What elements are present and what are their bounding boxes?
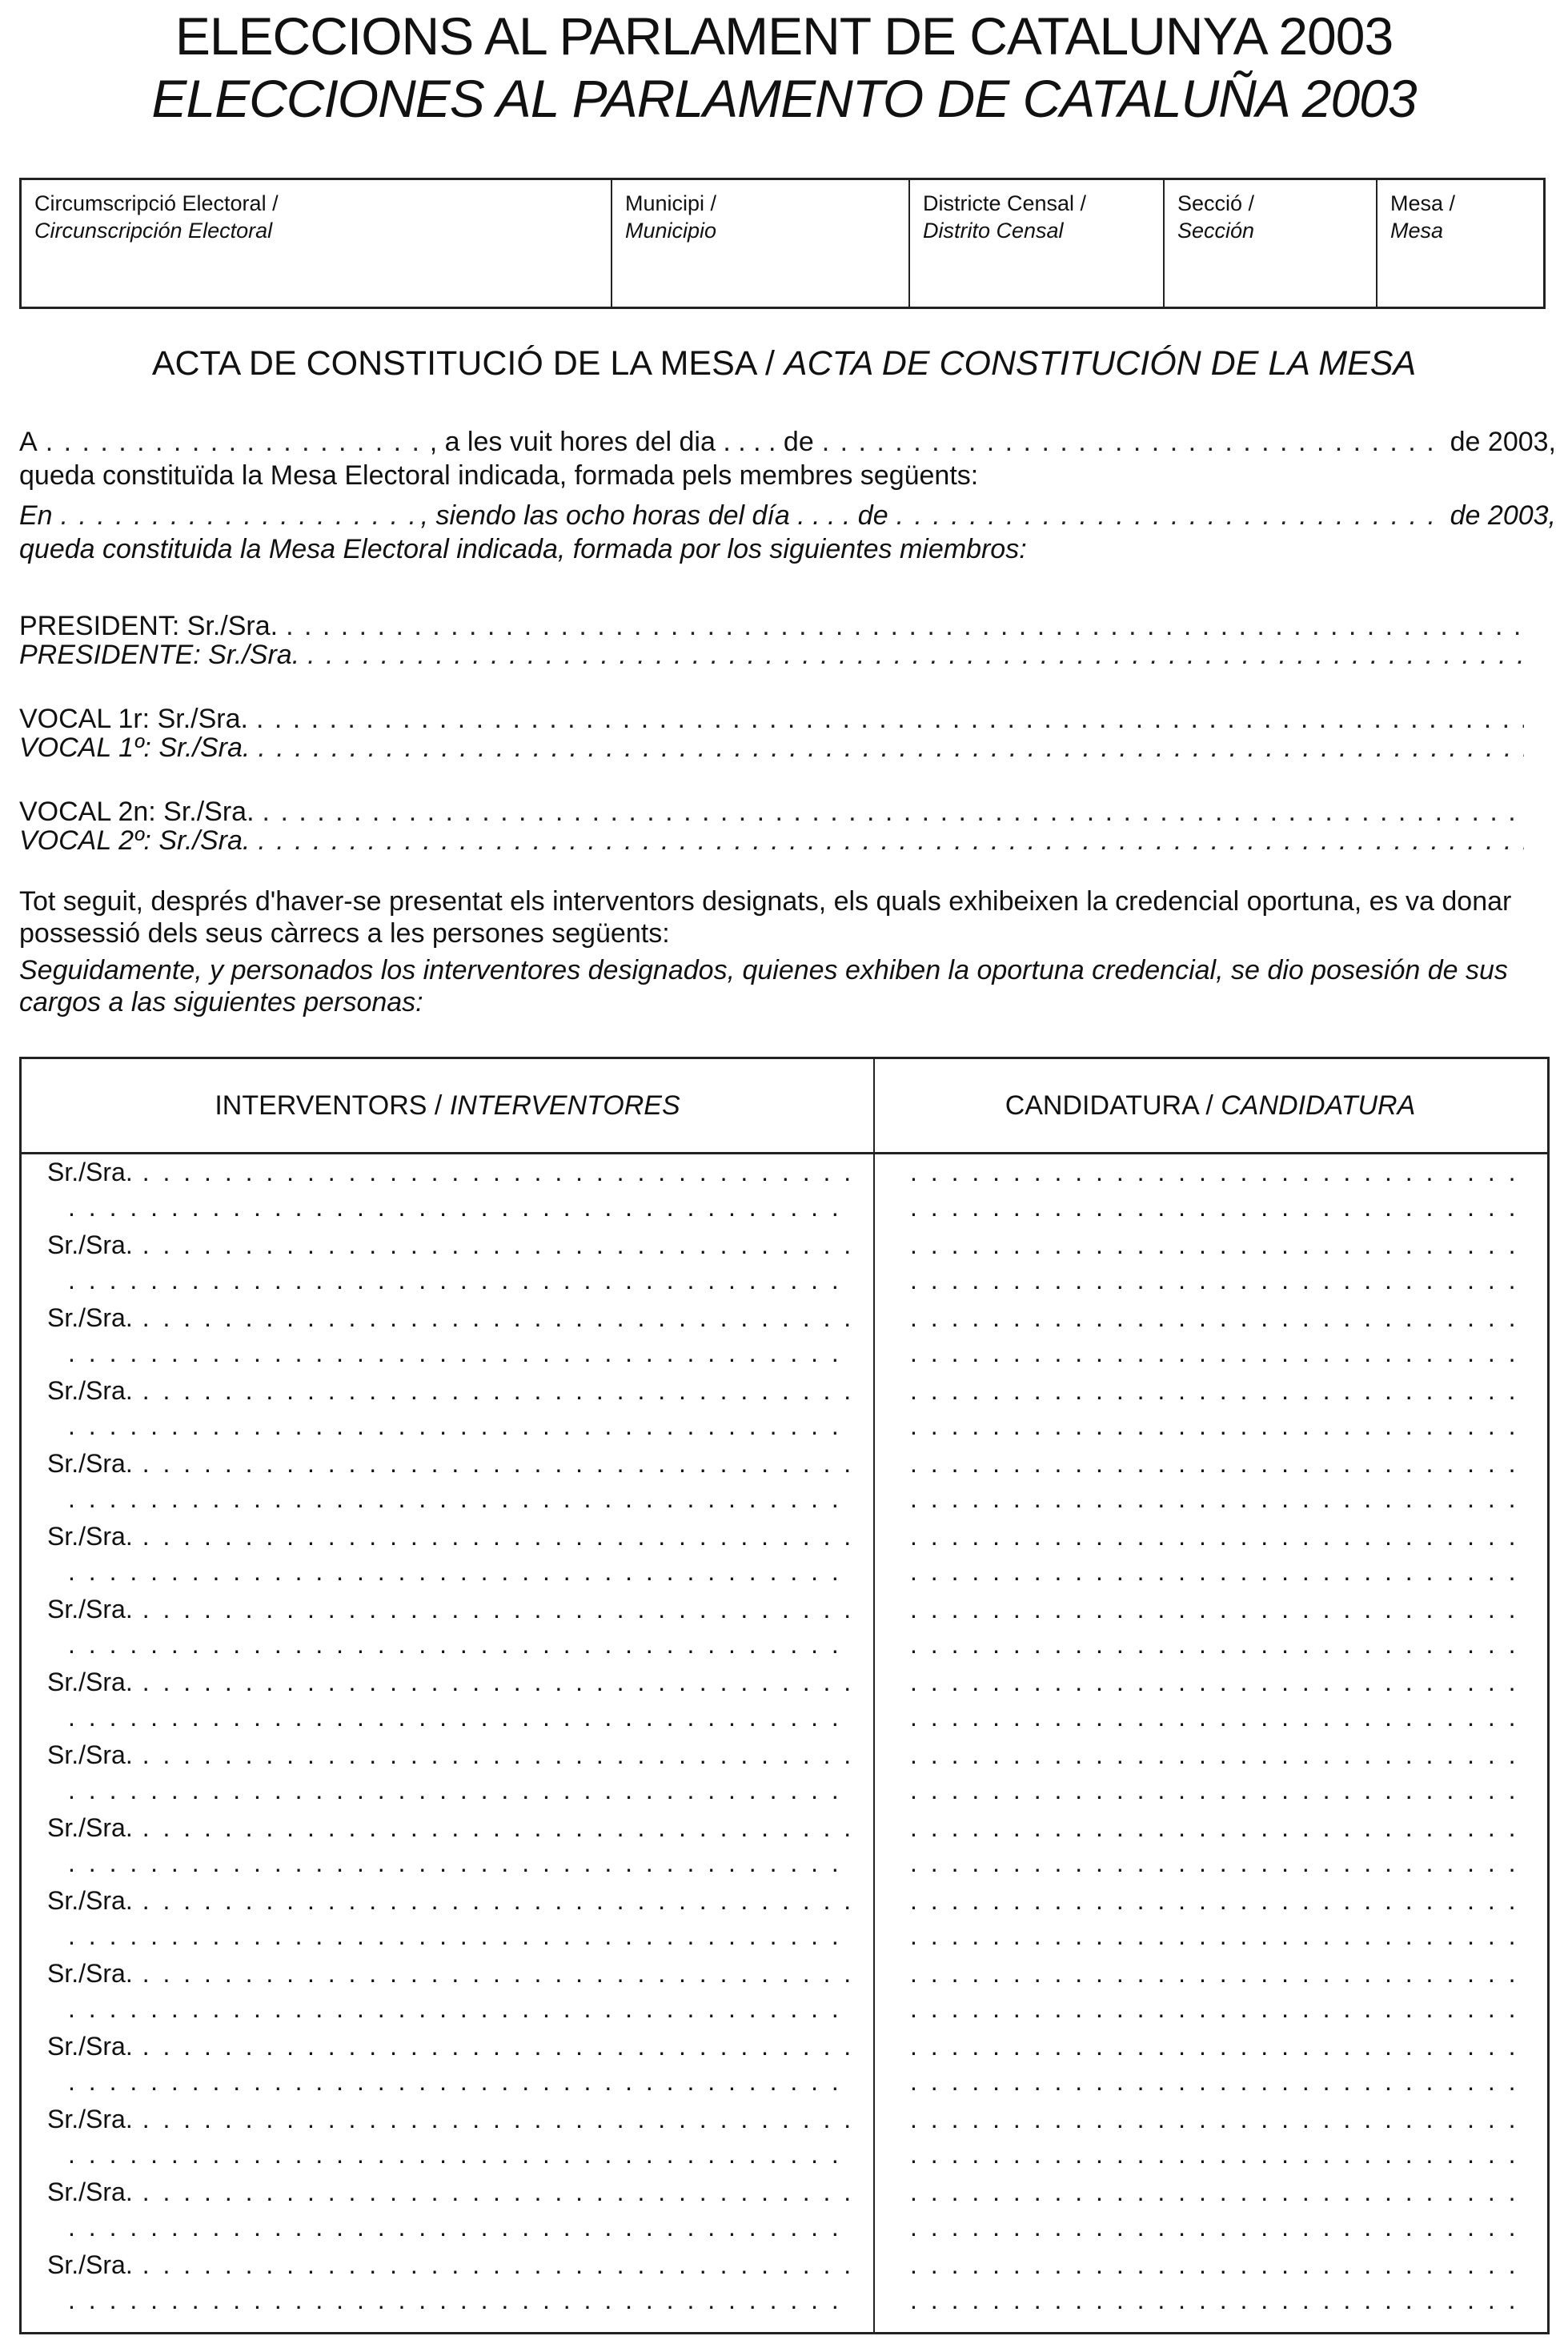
table-row <box>22 1227 1547 1300</box>
candidatura-field-continuation[interactable] <box>910 1993 1518 2025</box>
table-row <box>22 1883 1547 1956</box>
month-blank-ca[interactable] <box>822 426 1442 458</box>
interventor-name-field[interactable] <box>47 1156 856 1188</box>
interventor-name-field[interactable] <box>47 1593 856 1625</box>
row-label: Sr./Sra. <box>47 2032 133 2061</box>
intro-line2-ca: queda constituïda la Mesa Electoral indicada, formada pels membres següents: <box>19 460 979 491</box>
interventors-table <box>19 1057 1550 2334</box>
row-label: Sr./Sra. <box>47 1668 133 1696</box>
row-label: Sr./Sra. <box>47 1740 133 1769</box>
table-row <box>22 2029 1547 2101</box>
interventor-name-continuation[interactable] <box>68 1701 852 1733</box>
candidatura-field[interactable] <box>910 1666 1518 1698</box>
row-label: Sr./Sra. <box>47 1230 133 1259</box>
candidatura-field-continuation[interactable] <box>910 1264 1518 1296</box>
title-spanish: ELECCIONES AL PARLAMENTO DE CATALUÑA 2003 <box>151 69 1417 128</box>
intro-line-es: En . . . , siendo las ocho horas del día . . . . de . . . de 2003, <box>19 500 1556 532</box>
candidatura-field[interactable] <box>910 1739 1518 1771</box>
candidatura-field[interactable] <box>910 1593 1518 1625</box>
field-municipality[interactable]: Municipi / Municipio <box>612 180 910 307</box>
place-blank-es[interactable] <box>61 500 413 532</box>
candidatura-field[interactable] <box>910 1156 1518 1188</box>
president-name-blank[interactable] <box>286 610 1524 642</box>
row-label: Sr./Sra. <box>47 1376 133 1405</box>
table-row <box>22 1737 1547 1810</box>
interventor-name-continuation[interactable] <box>68 1483 852 1515</box>
table-row <box>22 2174 1547 2247</box>
interventor-name-field[interactable] <box>47 1666 856 1698</box>
interventor-name-continuation[interactable] <box>68 1628 852 1660</box>
candidatura-field-continuation[interactable] <box>910 1337 1518 1369</box>
interventor-name-field[interactable] <box>47 1375 856 1407</box>
vocal2-name-blank[interactable] <box>263 796 1524 828</box>
candidatura-field-continuation[interactable] <box>910 1920 1518 1952</box>
vocal1-name-blank[interactable] <box>256 703 1524 735</box>
interventor-name-field[interactable] <box>47 2176 856 2208</box>
interventor-name-field[interactable] <box>47 2249 856 2281</box>
table-row <box>22 1154 1547 1227</box>
table-row <box>22 2247 1547 2320</box>
interventor-name-continuation[interactable] <box>68 1993 852 2025</box>
paragraph-ca: Tot seguit, després d'haver-se presentat els interventors designats, els quals exhibeixen la credencial oportuna, es va donar possessió dels seus càrrecs a les persones següents: <box>19 886 1512 949</box>
table-row <box>22 1446 1547 1519</box>
interventor-name-field[interactable] <box>47 1520 856 1552</box>
interventor-name-continuation[interactable] <box>68 2211 852 2243</box>
candidatura-field-continuation[interactable] <box>910 1701 1518 1733</box>
table-row <box>22 1591 1547 1664</box>
intro-line-ca: A . . . , a les vuit hores del dia . . . . de . . . de 2003, <box>19 426 1556 458</box>
vocal2-line-es: VOCAL 2º: Sr./Sra. . . . <box>19 825 1556 857</box>
candidatura-field-continuation[interactable] <box>910 1628 1518 1660</box>
intro-line2-es: queda constituida la Mesa Electoral indicada, formada por los siguientes miembros: <box>19 534 1027 564</box>
row-label: Sr./Sra. <box>47 2105 133 2133</box>
interventor-name-field[interactable] <box>47 1957 856 1989</box>
interventor-name-continuation[interactable] <box>68 1337 852 1369</box>
candidatura-field-continuation[interactable] <box>910 2284 1518 2316</box>
interventor-name-continuation[interactable] <box>68 2065 852 2097</box>
interventor-name-continuation[interactable] <box>68 2138 852 2170</box>
candidatura-field[interactable] <box>910 1957 1518 1989</box>
interventor-name-continuation[interactable] <box>68 1774 852 1806</box>
interventor-name-continuation[interactable] <box>68 2284 852 2316</box>
row-label: Sr./Sra. <box>47 1449 133 1478</box>
candidatura-field-continuation[interactable] <box>910 1847 1518 1879</box>
table-row <box>22 1373 1547 1446</box>
interventor-name-continuation[interactable] <box>68 1191 852 1223</box>
candidatura-field[interactable] <box>910 1375 1518 1407</box>
row-label: Sr./Sra. <box>47 2250 133 2279</box>
table-header <box>22 1059 1547 1154</box>
field-section[interactable]: Secció / Sección <box>1165 180 1378 307</box>
candidatura-field[interactable] <box>910 2176 1518 2208</box>
president-line-es: PRESIDENTE: Sr./Sra. . . . <box>19 639 1556 671</box>
row-label: Sr./Sra. <box>47 1886 133 1915</box>
candidatura-field-continuation[interactable] <box>910 1191 1518 1223</box>
row-label: Sr./Sra. <box>47 1522 133 1551</box>
candidatura-field[interactable] <box>910 1229 1518 1261</box>
acta-title: ACTA DE CONSTITUCIÓ DE LA MESA / ACTA DE CONSTITUCIÓN DE LA MESA <box>151 344 1417 383</box>
candidatura-field-continuation[interactable] <box>910 1774 1518 1806</box>
interventor-name-continuation[interactable] <box>68 1920 852 1952</box>
table-row <box>22 1664 1547 1737</box>
candidatura-field[interactable] <box>910 1447 1518 1479</box>
interventor-name-field[interactable] <box>47 2103 856 2135</box>
row-label: Sr./Sra. <box>47 1158 133 1186</box>
table-row <box>22 1519 1547 1591</box>
table-rows <box>22 1154 1547 2320</box>
interventor-name-field[interactable] <box>47 1739 856 1771</box>
president-line-ca: PRESIDENT: Sr./Sra. . . . <box>19 610 1556 642</box>
field-circumscription[interactable]: Circumscripció Electoral / Circunscripción Electoral <box>22 180 612 307</box>
paragraph-es: Seguidamente, y personados los interventores designados, quienes exhiben la oportuna credencial, se dio posesión de sus cargos a las siguientes personas: <box>19 955 1508 1017</box>
candidatura-field[interactable] <box>910 1884 1518 1917</box>
vocal2-line-ca: VOCAL 2n: Sr./Sra. . . . <box>19 796 1556 828</box>
candidatura-field[interactable] <box>910 1520 1518 1552</box>
candidatura-field-continuation[interactable] <box>910 1410 1518 1442</box>
row-label: Sr./Sra. <box>47 1595 133 1624</box>
candidatura-field[interactable] <box>910 1302 1518 1334</box>
header-candidatura: CANDIDATURA / CANDIDATURA <box>1005 1090 1416 1121</box>
interventor-name-continuation[interactable] <box>68 1847 852 1879</box>
interventor-name-continuation[interactable] <box>68 1555 852 1587</box>
candidatura-field[interactable] <box>910 1812 1518 1844</box>
interventor-name-field[interactable] <box>47 2030 856 2062</box>
row-label: Sr./Sra. <box>47 2177 133 2206</box>
row-label: Sr./Sra. <box>47 1959 133 1988</box>
table-row <box>22 1810 1547 1883</box>
table-row <box>22 1956 1547 2029</box>
place-blank-ca[interactable] <box>46 426 422 458</box>
table-row <box>22 2101 1547 2174</box>
interventor-name-field[interactable] <box>47 1812 856 1844</box>
row-label: Sr./Sra. <box>47 1813 133 1842</box>
field-census-district[interactable]: Districte Censal / Distrito Censal <box>910 180 1165 307</box>
candidatura-field-continuation[interactable] <box>910 2065 1518 2097</box>
candidatura-field-continuation[interactable] <box>910 1555 1518 1587</box>
title-catalan: ELECCIONS AL PARLAMENT DE CATALUNYA 2003 <box>174 6 1394 66</box>
candidatura-field-continuation[interactable] <box>910 2211 1518 2243</box>
month-blank-es[interactable] <box>896 500 1442 532</box>
candidatura-field[interactable] <box>910 2249 1518 2281</box>
candidatura-field[interactable] <box>910 2030 1518 2062</box>
field-table[interactable]: Mesa / Mesa <box>1390 191 1456 243</box>
header-interventors: INTERVENTORS / INTERVENTORES <box>215 1090 680 1121</box>
election-location-header <box>19 178 1546 309</box>
candidatura-field-continuation[interactable] <box>910 2138 1518 2170</box>
vocal1-line-ca: VOCAL 1r: Sr./Sra. . . . <box>19 703 1556 735</box>
interventor-name-field[interactable] <box>47 1302 856 1334</box>
interventor-name-continuation[interactable] <box>68 1264 852 1296</box>
interventor-name-field[interactable] <box>47 1447 856 1479</box>
row-label: Sr./Sra. <box>47 1303 133 1332</box>
interventor-name-field[interactable] <box>47 1229 856 1261</box>
interventor-name-continuation[interactable] <box>68 1410 852 1442</box>
candidatura-field-continuation[interactable] <box>910 1483 1518 1515</box>
table-row <box>22 1300 1547 1373</box>
vocal1-line-es: VOCAL 1º: Sr./Sra. . . . <box>19 732 1556 764</box>
candidatura-field[interactable] <box>910 2103 1518 2135</box>
interventor-name-field[interactable] <box>47 1884 856 1917</box>
